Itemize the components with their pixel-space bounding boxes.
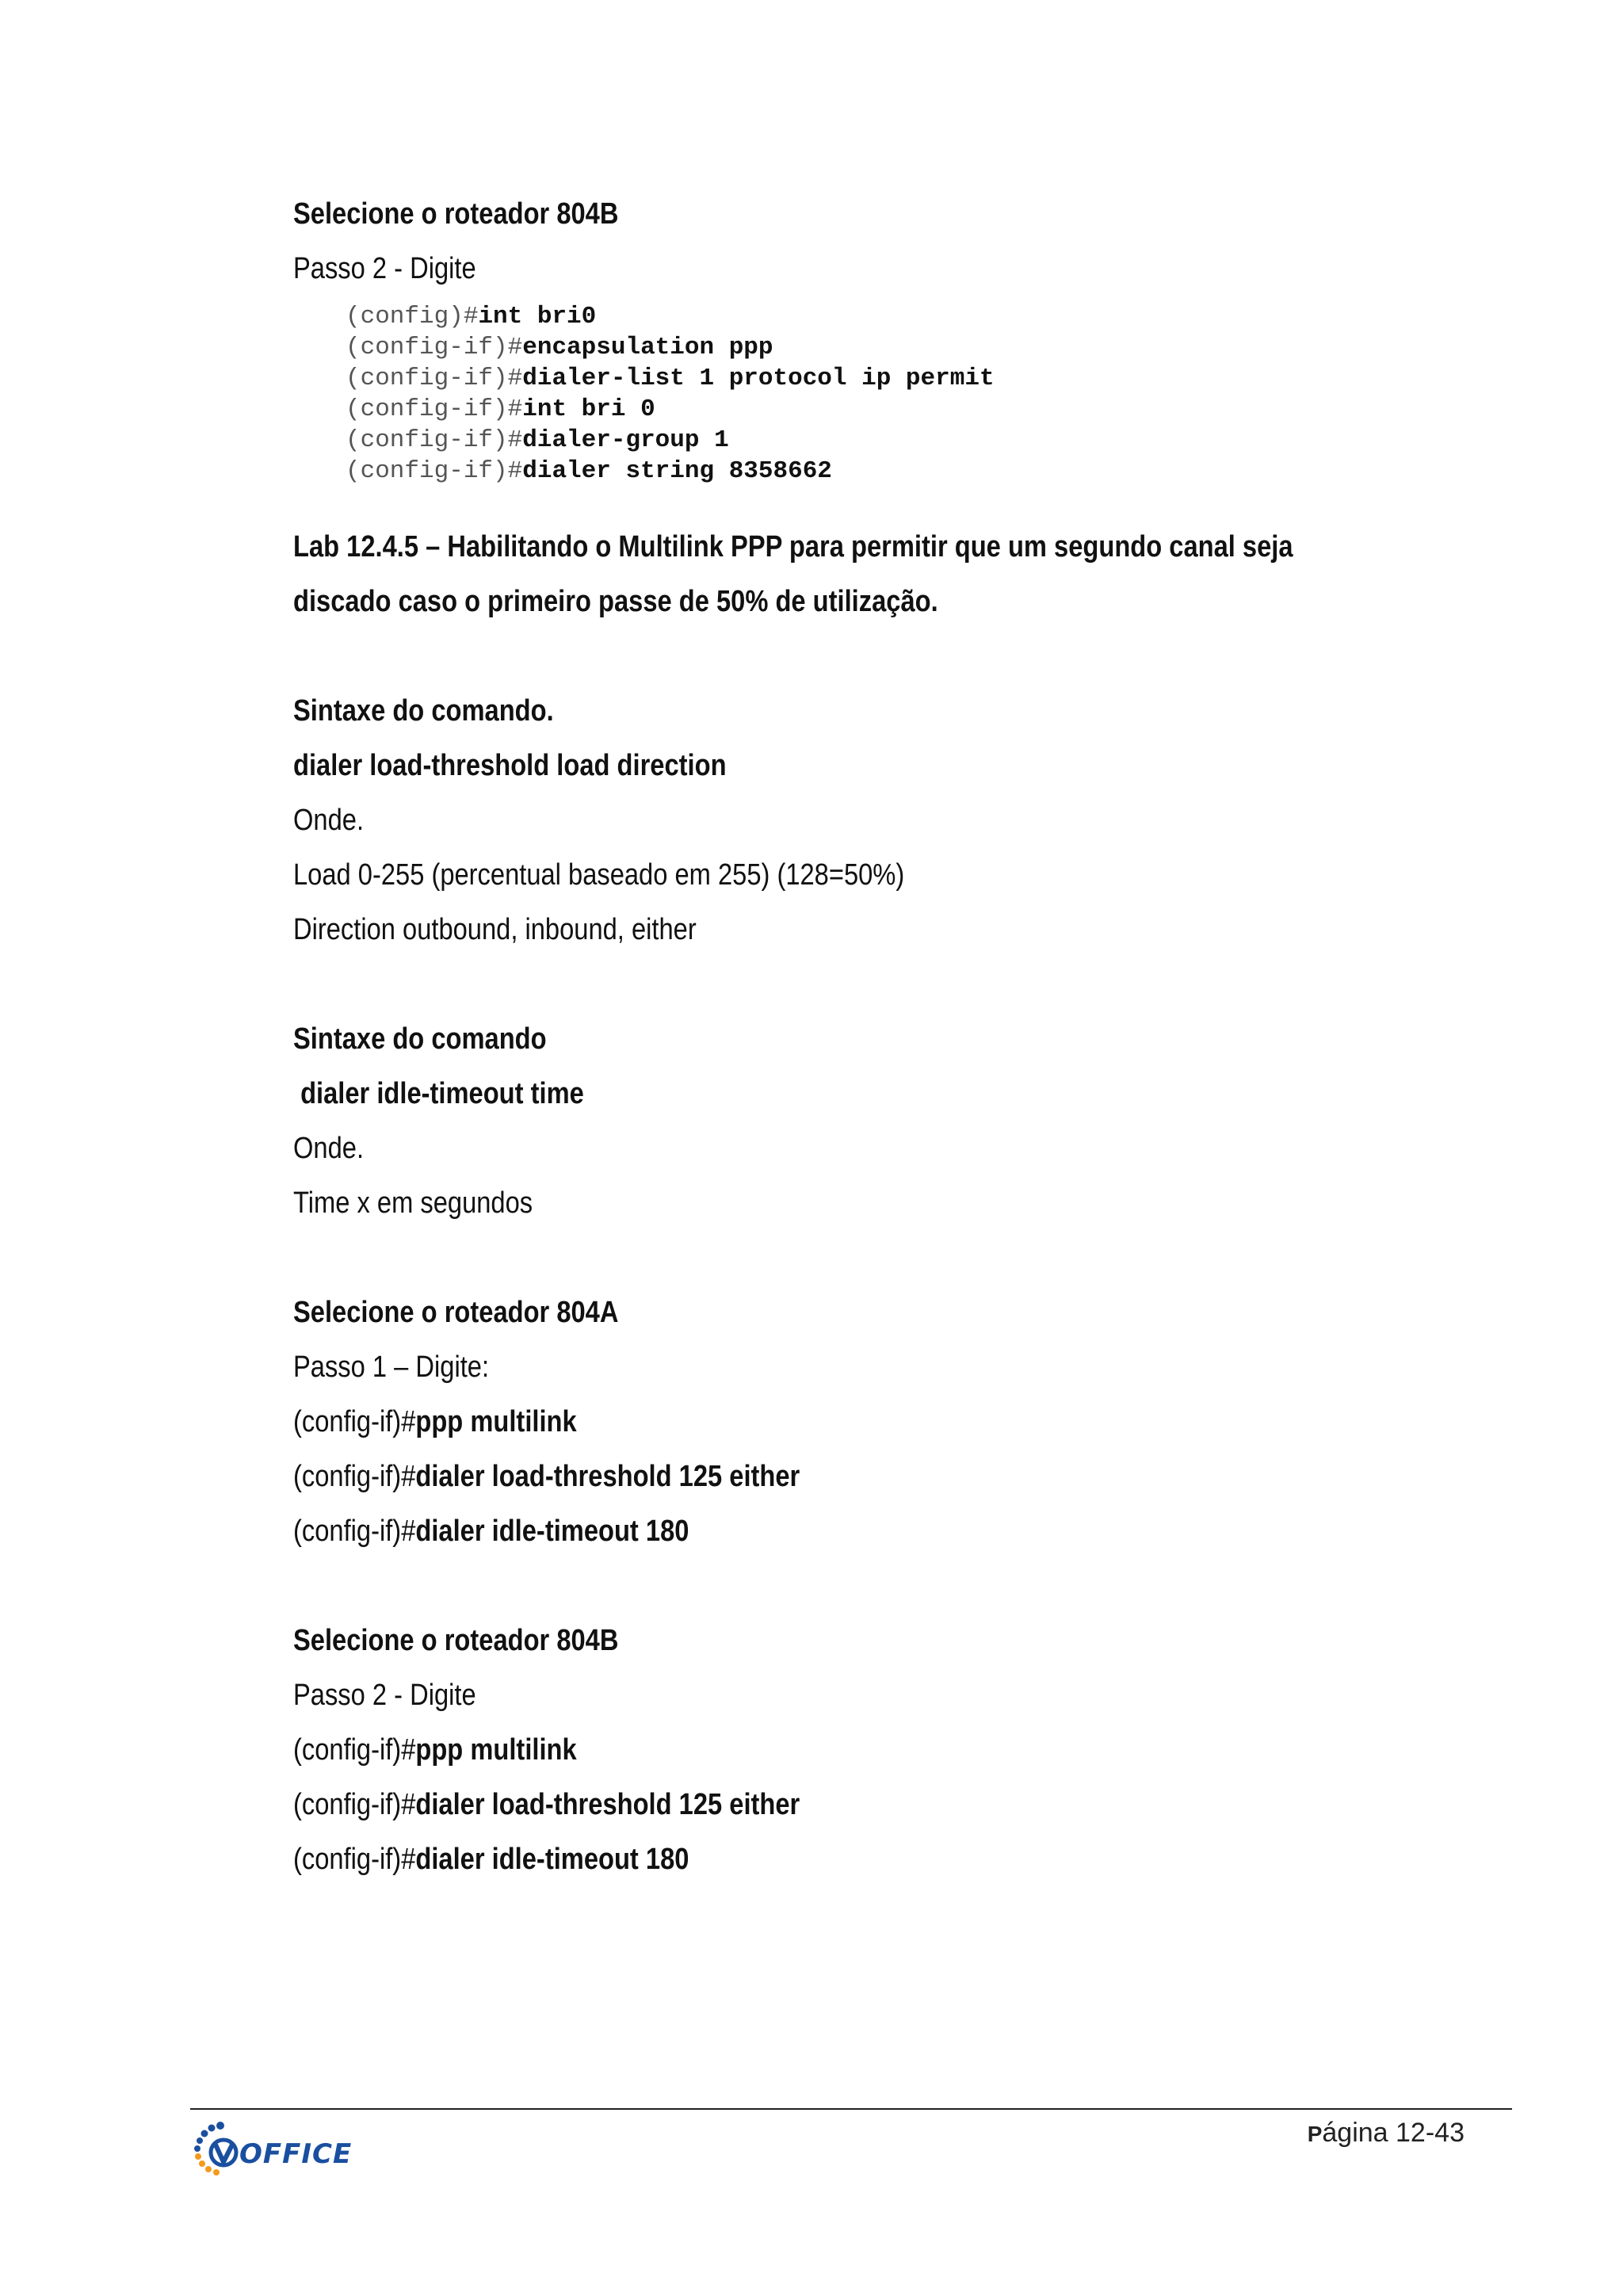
syntax-command: dialer load-threshold load direction <box>293 749 727 782</box>
code-block <box>346 301 1529 487</box>
code-line: (config-if)#encapsulation ppp <box>346 334 773 361</box>
syntax-command: dialer idle-timeout time <box>293 1077 584 1110</box>
syntax-heading: Sintaxe do comando. <box>293 694 554 728</box>
config-line: (config-if)#ppp multilink <box>293 1733 577 1767</box>
logo-wordmark: OFFICE <box>239 2138 353 2170</box>
code-line: (config-if)#dialer-group 1 <box>346 426 729 454</box>
footer-divider <box>190 2108 1512 2110</box>
logo-swirl-icon <box>190 2115 246 2186</box>
syntax-heading: Sintaxe do comando <box>293 1022 547 1056</box>
config-line: (config-if)#dialer load-threshold 125 either <box>293 1788 800 1821</box>
page-number: Página 12-43 <box>1307 2118 1465 2148</box>
company-logo <box>190 2115 357 2186</box>
section-heading: Selecione o roteador 804B <box>293 1624 619 1657</box>
section-heading: Selecione o roteador 804B <box>293 197 619 231</box>
onde-label: Onde. <box>293 804 365 837</box>
code-line: (config-if)#int bri 0 <box>346 395 655 423</box>
code-line: (config-if)#dialer string 8358662 <box>346 457 832 485</box>
onde-label: Onde. <box>293 1132 365 1165</box>
section-heading: Selecione o roteador 804A <box>293 1296 619 1329</box>
load-description: Load 0-255 (percentual baseado em 255) (128=50%) <box>293 858 905 892</box>
lab-title-continued: discado caso o primeiro passe de 50% de utilização. <box>293 585 938 618</box>
config-line: (config-if)#dialer load-threshold 125 either <box>293 1460 800 1493</box>
step-label: Passo 2 - Digite <box>293 252 476 285</box>
step-label: Passo 1 – Digite: <box>293 1350 490 1384</box>
step-label: Passo 2 - Digite <box>293 1679 476 1712</box>
direction-description: Direction outbound, inbound, either <box>293 913 697 946</box>
code-line: (config)#int bri0 <box>346 303 597 330</box>
page-content <box>293 187 1529 1887</box>
config-line: (config-if)#dialer idle-timeout 180 <box>293 1515 689 1548</box>
config-line: (config-if)#ppp multilink <box>293 1405 577 1438</box>
code-line: (config-if)#dialer-list 1 protocol ip permit <box>346 365 995 392</box>
time-description: Time x em segundos <box>293 1186 533 1220</box>
config-line: (config-if)#dialer idle-timeout 180 <box>293 1843 689 1876</box>
lab-title: Lab 12.4.5 – Habilitando o Multilink PPP para permitir que um segundo canal seja <box>293 530 1293 563</box>
